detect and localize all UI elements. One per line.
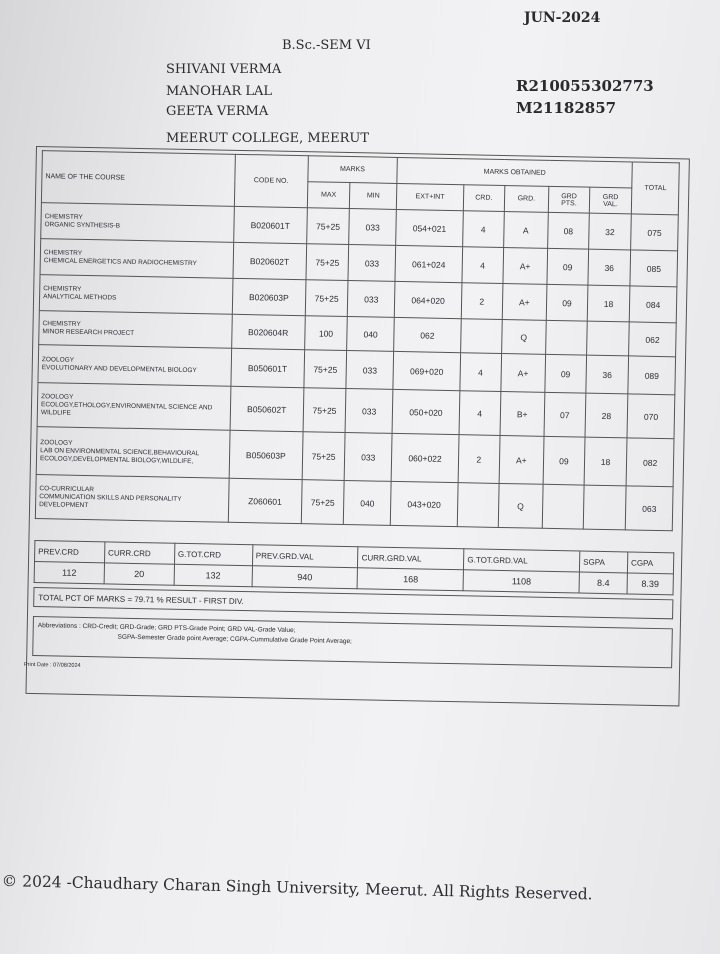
header-marks-obtained: MARKS OBTAINED [397,157,633,188]
header-max: MAX [307,182,350,209]
max-cell: 75+25 [305,280,348,317]
grd-pts-cell: 09 [547,248,588,285]
grd-val-cell: 32 [588,213,631,250]
course-cell [36,427,230,479]
crd-cell: 2 [458,435,499,484]
print-date: Print Date : 07/08/2024 [23,661,81,669]
header-grd-pts [548,186,589,213]
grd-val-cell: 18 [584,437,628,486]
grd-cell: A+ [502,283,547,320]
header-grd-pts-line1: GRD [561,192,577,200]
code-cell: B020601T [233,206,307,243]
total-cell: 085 [630,250,677,287]
value-cgpa: 8.39 [627,573,673,595]
grd-cell: A+ [500,353,545,392]
student-name: SHIVANI VERMA [166,62,282,77]
max-cell: 75+25 [306,208,349,245]
ext-int-cell: 062 [394,317,462,352]
grd-pts-cell: 07 [544,392,585,437]
subject-name: CHEMISTRY [43,284,82,293]
ext-int-cell: 069+020 [393,351,461,390]
grd-val-cell [586,321,629,356]
total-cell: 063 [626,486,674,531]
min-cell: 040 [344,480,391,525]
grd-cell: B+ [500,391,545,436]
course-cell [38,345,231,387]
header-marks: MARKS [308,156,398,184]
course-name: COMMUNICATION SKILLS AND PERSONALITY DEVELOPMENT [39,492,182,509]
header-ext-int: EXT+INT [396,183,463,210]
value-prev-crd: 112 [34,562,104,584]
grd-pts-cell [546,320,587,355]
total-cell: 062 [629,322,676,357]
header-min: MIN [350,183,397,210]
label-gtot-grd-val: G.TOT.GRD.VAL [464,549,580,572]
ext-int-cell: 064+020 [394,281,462,318]
abbreviations-line2: SGPA-Semester Grade point Average; CGPA-Cummulative Grade Point Average; [117,633,352,646]
subject-name: ZOOLOGY [41,392,74,401]
ext-int-cell: 043+020 [390,481,458,526]
value-curr-crd: 20 [104,563,174,585]
code-cell: B020603P [232,278,306,315]
code-cell: B050603P [229,430,303,479]
label-curr-grd-val: CURR.GRD.VAL [358,547,464,570]
value-sgpa: 8.4 [579,572,627,594]
crd-cell: 4 [459,391,500,436]
header-grd-val-line2: VAL. [603,200,618,208]
subject-name: ZOOLOGY [40,438,73,447]
mother-name: GEETA VERMA [166,104,269,119]
session-label: JUN-2024 [524,10,601,26]
label-curr-crd: CURR.CRD [104,542,174,564]
ext-int-cell: 060+022 [391,433,459,482]
course-name: EVOLUTIONARY AND DEVELOPMENTAL BIOLOGY [41,363,197,374]
value-prev-grd-val: 940 [252,566,358,589]
label-sgpa: SGPA [580,551,628,573]
enrollment-number: M21182857 [516,99,617,117]
subject-name: CO-CURRICULAR [39,484,95,493]
crd-cell [457,483,498,528]
course-name: ECOLOGY,ETHOLOGY,ENVIRONMENTAL SCIENCE AND WILDLIFE [40,400,213,417]
course-cell [39,275,232,315]
value-gtot-crd: 132 [174,564,252,586]
course-cell [40,239,233,279]
grd-val-cell [583,485,626,530]
crd-cell [461,319,502,354]
grd-cell: Q [498,483,543,528]
course-name: CHEMICAL ENERGETICS AND RADIOCHEMISTRY [43,256,197,267]
code-cell: B020604R [231,314,305,349]
max-cell: 75+25 [306,244,349,281]
course-name: ORGANIC SYNTHESIS-B [44,220,121,230]
college-name: MEERUT COLLEGE, MEERUT [166,131,370,146]
crd-cell: 2 [461,283,502,320]
min-cell: 033 [344,432,392,481]
grd-cell: A [503,211,548,248]
total-cell: 070 [627,394,675,439]
ext-int-cell: 061+024 [395,245,463,282]
course-cell [41,203,234,243]
label-prev-grd-val: PREV.GRD.VAL [252,545,358,568]
min-cell: 033 [345,389,392,434]
min-cell: 033 [346,351,393,390]
max-cell: 75+25 [301,480,344,525]
value-curr-grd-val: 168 [358,568,464,591]
course-name: ANALYTICAL METHODS [43,292,117,302]
label-gtot-crd: G.TOT.CRD [174,543,252,565]
header-grd-val-line1: GRD [602,193,619,201]
course-name: LAB ON ENVIRONMENTAL SCIENCE,BEHAVIOURAL ECOLOGY,DEVELOPMENTAL BIOLOGY,WILDLIFE, [39,446,200,465]
header-code-no: CODE NO. [234,154,308,207]
father-name: MANOHAR LAL [166,84,273,99]
label-prev-crd: PREV.CRD [35,541,105,563]
result-document [25,146,689,706]
total-cell: 075 [631,214,678,251]
min-cell: 033 [349,209,396,246]
result-line: TOTAL PCT OF MARKS = 79.71 % RESULT - FIRST DIV. [33,587,673,619]
grd-cell: A+ [499,435,545,484]
grd-pts-cell: 09 [545,354,586,393]
crd-cell: 4 [462,247,503,284]
header-crd: CRD. [463,185,504,212]
value-gtot-grd-val: 1108 [463,570,579,593]
grd-val-cell: 18 [587,285,630,322]
course-name: MINOR RESEARCH PROJECT [42,327,135,337]
total-cell: 084 [630,286,677,323]
course-cell [37,383,231,431]
max-cell: 75+25 [304,350,347,389]
grd-cell: A+ [502,247,547,284]
label-cgpa: CGPA [627,552,673,574]
total-cell: 089 [628,356,675,395]
subject-name: CHEMISTRY [43,248,83,257]
min-cell: 033 [348,281,395,318]
copyright-footer: © 2024 -Chaudhary Charan Singh University, Meerut. All Rights Reserved. [1,872,593,904]
header-grd-pts-line2: PTS. [561,199,577,207]
max-cell: 75+25 [302,432,346,481]
ext-int-cell: 050+020 [392,389,460,434]
max-cell: 100 [304,316,347,351]
grd-val-cell: 28 [585,393,628,438]
header-grd: GRD. [504,185,549,212]
grd-pts-cell: 09 [543,436,584,485]
abbreviations-line1: Abbreviations : CRD-Credit; GRD-Grade; GRD PTS-Grade Point; GRD VAL-Grade Value; [37,622,296,635]
crd-cell: 4 [463,211,504,248]
course-cell [35,475,229,523]
subject-name: CHEMISTRY [42,319,81,328]
course-cell [39,311,232,349]
course-title: B.Sc.-SEM VI [282,38,371,53]
code-cell: B050602T [230,386,304,431]
grd-val-cell: 36 [588,249,631,286]
subject-name: CHEMISTRY [44,212,83,221]
min-cell: 040 [347,317,394,352]
min-cell: 033 [348,245,395,282]
roll-number: R210055302773 [516,77,654,95]
crd-cell: 4 [460,353,501,392]
header-total: TOTAL [632,162,680,215]
code-cell: B050601T [231,348,305,387]
grd-pts-cell: 08 [548,212,589,249]
grd-cell: Q [501,319,546,354]
grd-pts-cell [542,484,583,529]
marks-table [35,150,680,531]
header-course-name: NAME OF THE COURSE [41,151,235,207]
max-cell: 75+25 [303,388,346,433]
ext-int-cell: 054+021 [396,209,464,246]
code-cell: Z060601 [228,478,302,523]
header-grd-val [589,187,632,214]
subject-name: ZOOLOGY [41,355,75,364]
grd-val-cell: 36 [586,355,629,394]
code-cell: B020602T [233,242,307,279]
grd-pts-cell: 09 [546,284,587,321]
total-cell: 082 [626,438,674,487]
